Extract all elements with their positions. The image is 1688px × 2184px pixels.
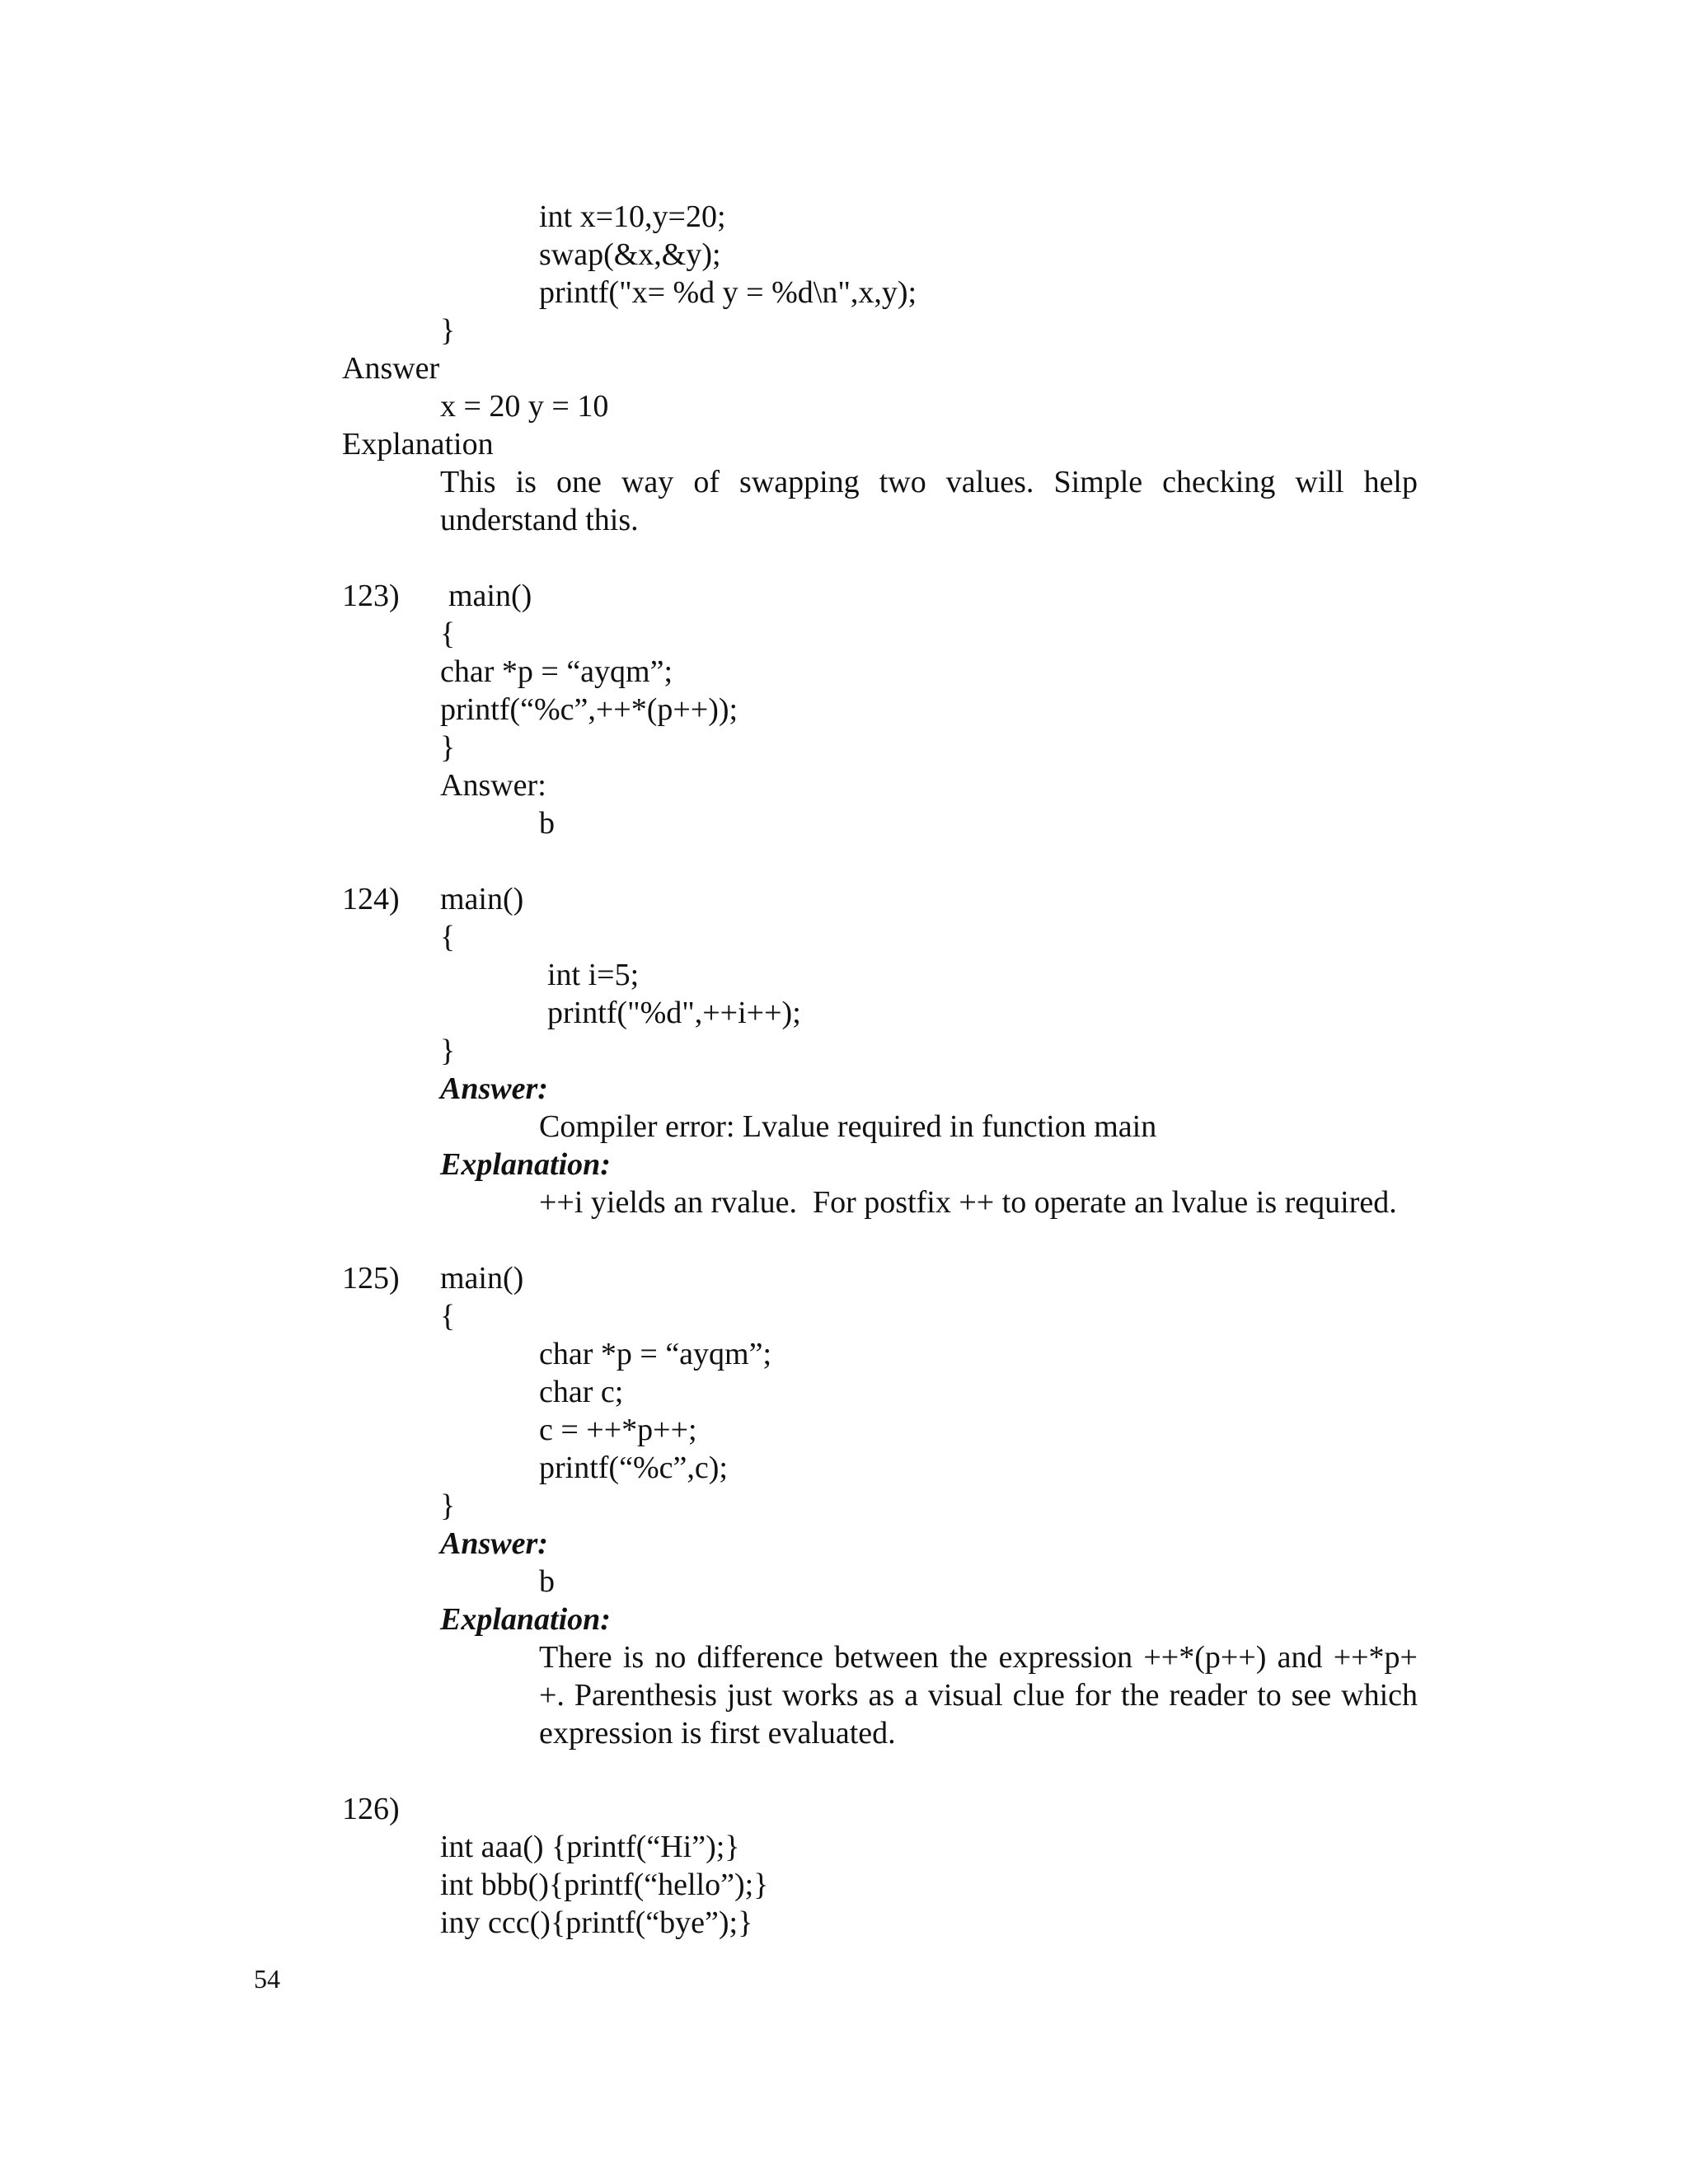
code-line: swap(&x,&y); [539,237,721,272]
answer-value: x = 20 y = 10 [440,389,609,424]
question-number: 125) [342,1261,400,1296]
code-line: } [440,730,456,765]
code-line: } [440,1033,456,1068]
code-line: printf("%d",++i++); [547,996,801,1030]
code-line: int aaa() {printf(“Hi”);} [440,1830,740,1864]
code-line: { [440,1299,456,1333]
explanation-text: understand this. [440,503,639,537]
code-line: char c; [539,1375,624,1409]
explanation-label: Explanation [342,427,494,462]
code-line: main() [440,882,524,916]
answer-value: b [539,806,555,841]
code-line: printf(“%c”,++*(p++)); [440,692,738,727]
code-line: char *p = “ayqm”; [539,1337,772,1371]
code-line: } [440,313,456,348]
code-line: int bbb(){printf(“hello”);} [440,1868,769,1902]
code-line: { [440,920,456,954]
explanation-label: Explanation: [440,1602,611,1637]
answer-label: Answer: [440,1071,548,1106]
question-number: 124) [342,882,400,916]
code-line: } [440,1488,456,1523]
answer-value: b [539,1564,555,1599]
code-line: printf(“%c”,c); [539,1451,728,1485]
code-line: main() [448,579,532,613]
answer-value: Compiler error: Lvalue required in function main [539,1109,1157,1144]
code-line: printf("x= %d y = %d\n",x,y); [539,275,917,310]
page-number: 54 [254,1964,280,1994]
answer-label: Answer: [440,1526,548,1561]
explanation-text: ++i yields an rvalue. For postfix ++ to operate an lvalue is required. [539,1185,1397,1220]
code-line: main() [440,1261,524,1296]
answer-label: Answer [342,351,440,386]
code-line: int i=5; [547,958,640,992]
question-number: 123) [342,579,400,613]
explanation-text: +. Parenthesis just works as a visual clue for the reader to see which [539,1678,1418,1713]
code-line: c = ++*p++; [539,1413,697,1447]
answer-label: Answer: [440,768,546,803]
question-number: 126) [342,1792,400,1826]
code-line: int x=10,y=20; [539,199,726,234]
explanation-text: There is no difference between the expression ++*(p++) and ++*p+ [539,1640,1418,1675]
explanation-label: Explanation: [440,1147,611,1182]
explanation-text: This is one way of swapping two values. Simple checking will help [440,465,1418,499]
code-line: { [440,616,456,651]
code-line: iny ccc(){printf(“bye”);} [440,1905,753,1940]
code-line: char *p = “ayqm”; [440,654,673,689]
explanation-text: expression is first evaluated. [539,1716,896,1750]
